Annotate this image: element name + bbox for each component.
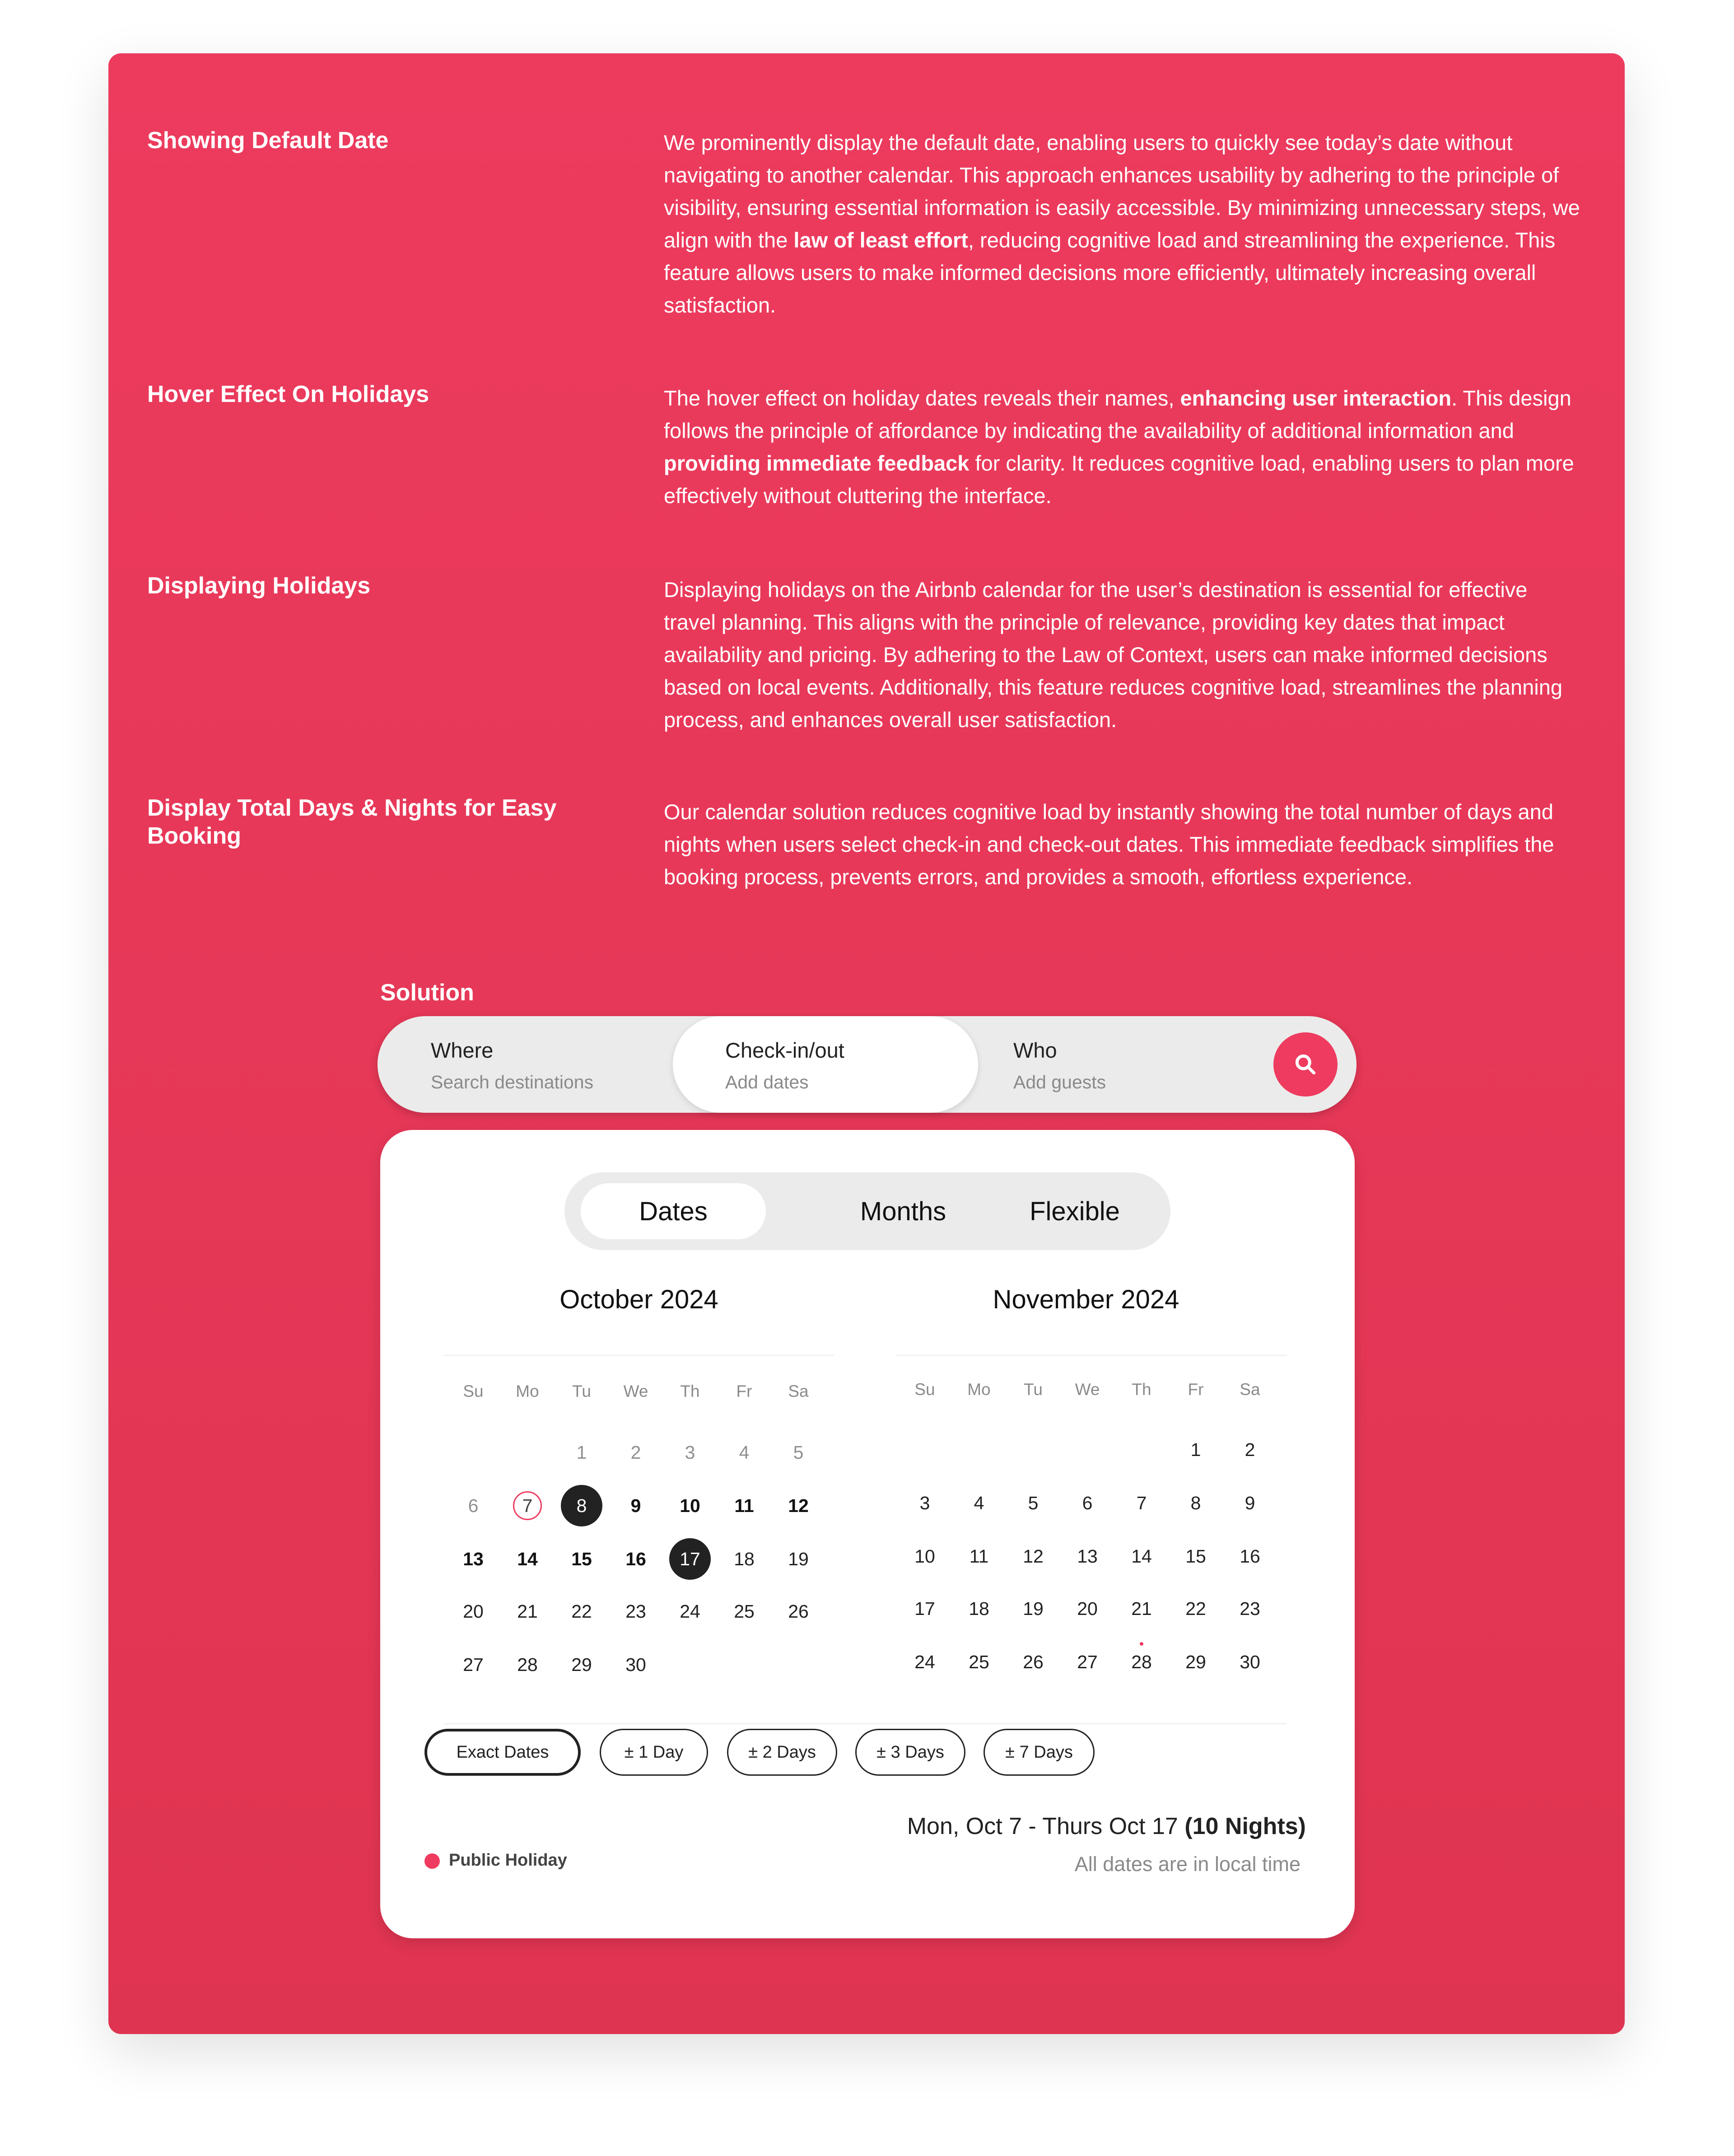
calendar-day[interactable]: 6 <box>1082 1492 1093 1513</box>
stay-summary <box>907 1813 1306 1840</box>
calendar-day[interactable]: 7 <box>513 1491 542 1520</box>
exact-dates-chip[interactable]: Exact Dates <box>424 1729 581 1776</box>
month-title-october: October 2024 <box>559 1285 718 1314</box>
calendar-day: 1 <box>576 1442 587 1463</box>
calendar-day[interactable]: 29 <box>571 1654 592 1675</box>
calendar-day[interactable]: 16 <box>625 1548 646 1569</box>
weekday-label: We <box>623 1382 648 1400</box>
calendar-day[interactable]: 8 <box>1190 1492 1201 1513</box>
solution-label: Solution <box>380 980 474 1006</box>
legend-label: Public Holiday <box>449 1851 567 1870</box>
calendar-day[interactable]: 5 <box>1028 1492 1039 1513</box>
where-placeholder: Search destinations <box>431 1072 594 1092</box>
weekday-label: Su <box>914 1380 935 1399</box>
calendar-day: 2 <box>630 1442 641 1463</box>
calendar-day[interactable]: 9 <box>630 1495 641 1516</box>
calendar-day[interactable]: 18 <box>969 1598 989 1619</box>
calendar-day[interactable]: 29 <box>1185 1651 1206 1672</box>
weekday-label: Tu <box>1024 1380 1043 1399</box>
weekday-label: Mo <box>516 1382 539 1400</box>
timezone-note: All dates are in local time <box>1074 1853 1300 1876</box>
weekday-label: Sa <box>1240 1380 1260 1399</box>
feature-description: We prominently display the default date, enabling users to quickly see today’s date without navigating to another calendar. This approach enhances usability by adhering to the principle of visibility, ensuring essential information is easily accessible. By minimizing unnecessary steps, we align with the law of least effort, reducing cognitive load and streamlining the experience. This feature allows users to make informed decisions more efficiently, ultimately increasing overall satisfaction. <box>664 131 1580 317</box>
weekday-label: Mo <box>967 1380 991 1399</box>
feature-title: Hover Effect On Holidays <box>147 381 429 407</box>
calendar-day[interactable]: 11 <box>969 1545 989 1567</box>
plus-minus-1-day-chip[interactable]: ± 1 Day <box>600 1729 708 1776</box>
calendar-day[interactable]: 12 <box>1023 1545 1044 1567</box>
calendar-day[interactable]: 28 <box>1131 1651 1152 1672</box>
calendar-day[interactable]: 19 <box>788 1548 809 1569</box>
calendar-day[interactable]: 25 <box>969 1651 989 1672</box>
calendar-day[interactable]: 12 <box>788 1495 809 1516</box>
where-segment[interactable] <box>378 1016 673 1113</box>
stay-dates: Mon, Oct 7 - Thurs Oct 17 <box>907 1813 1185 1839</box>
calendar-day[interactable]: 21 <box>1131 1598 1152 1619</box>
checkin-title: Check-in/out <box>725 1038 844 1062</box>
feature-description: The hover effect on holiday dates reveals their names, enhancing user interaction. This design follows the principle of affordance by indicating the availability of additional information and providing immediate feedback for clarity. It reduces cognitive load, enabling users to plan more effectively without cluttering the interface. <box>664 386 1574 508</box>
weekday-label: Sa <box>788 1382 809 1400</box>
feature-title: Displaying Holidays <box>147 573 371 599</box>
who-placeholder: Add guests <box>1013 1072 1106 1092</box>
calendar-day[interactable]: 14 <box>1131 1545 1152 1567</box>
calendar-day[interactable]: 19 <box>1023 1598 1044 1619</box>
feature-title: Showing Default Date <box>147 127 389 154</box>
calendar-day[interactable]: 9 <box>1245 1492 1255 1513</box>
calendar-day[interactable]: 24 <box>680 1601 700 1622</box>
calendar-day[interactable]: 26 <box>788 1601 809 1622</box>
calendar-day[interactable]: 24 <box>914 1651 935 1672</box>
divider <box>443 1355 834 1356</box>
divider <box>443 1723 1287 1724</box>
calendar-day[interactable]: 20 <box>1077 1598 1098 1619</box>
calendar-day[interactable]: 16 <box>1240 1545 1260 1567</box>
calendar-day[interactable]: 22 <box>1185 1598 1206 1619</box>
tab-months[interactable]: Months <box>860 1196 946 1226</box>
calendar-day: 4 <box>739 1442 750 1463</box>
calendar-day: 5 <box>793 1442 804 1463</box>
calendar-tabs <box>564 1172 1170 1250</box>
calendar-day[interactable]: 14 <box>517 1548 538 1569</box>
calendar-day[interactable]: 17 <box>669 1538 711 1580</box>
tab-flexible[interactable]: Flexible <box>1030 1196 1120 1226</box>
calendar-day[interactable]: 7 <box>1136 1492 1147 1513</box>
who-title: Who <box>1013 1038 1057 1062</box>
calendar-day[interactable]: 1 <box>1190 1439 1201 1460</box>
weekday-label: Fr <box>1188 1380 1204 1399</box>
calendar-panel <box>380 1130 1355 1938</box>
search-bar <box>378 1016 1356 1113</box>
checkin-placeholder: Add dates <box>725 1072 809 1092</box>
calendar-day[interactable]: 11 <box>734 1495 754 1516</box>
divider <box>896 1355 1287 1356</box>
plus-minus-3-days-chip[interactable]: ± 3 Days <box>855 1729 965 1776</box>
calendar-day[interactable]: 15 <box>1185 1545 1206 1567</box>
calendar-day[interactable]: 10 <box>914 1545 935 1567</box>
calendar-day[interactable]: 27 <box>463 1654 484 1675</box>
holiday-dot-icon <box>1140 1642 1143 1646</box>
weekday-label: Fr <box>736 1382 752 1400</box>
calendar-day[interactable]: 27 <box>1077 1651 1098 1672</box>
calendar-day[interactable]: 21 <box>517 1601 538 1622</box>
calendar-day[interactable]: 13 <box>1077 1545 1098 1567</box>
calendar-day[interactable]: 2 <box>1245 1439 1255 1460</box>
feature-description: Our calendar solution reduces cognitive load by instantly showing the total number of days and nights when users select check-in and check-out dates. This immediate feedback simplifies the booking process, prevents errors, and provides a smooth, effortless experience. <box>664 800 1554 889</box>
calendar-day[interactable]: 30 <box>1240 1651 1260 1672</box>
calendar-day[interactable]: 28 <box>517 1654 538 1675</box>
calendar-day[interactable]: 23 <box>625 1601 646 1622</box>
calendar-day[interactable]: 4 <box>974 1492 984 1513</box>
holiday-dot-icon <box>424 1853 440 1869</box>
feature-title: Display Total Days & Nights for Easy Booking <box>147 795 557 849</box>
calendar-day[interactable]: 15 <box>571 1548 592 1569</box>
calendar-day[interactable]: 20 <box>463 1601 484 1622</box>
plus-minus-7-days-chip[interactable]: ± 7 Days <box>984 1729 1095 1776</box>
weekday-label: Th <box>1132 1380 1151 1399</box>
calendar-day[interactable]: 22 <box>571 1601 592 1622</box>
weekday-label: Su <box>463 1382 484 1400</box>
weekday-label: We <box>1075 1380 1100 1399</box>
calendar-day[interactable]: 13 <box>463 1548 484 1569</box>
where-title: Where <box>431 1038 494 1062</box>
who-segment[interactable] <box>978 1016 1249 1113</box>
calendar-day[interactable]: 25 <box>734 1601 755 1622</box>
calendar-day[interactable]: 26 <box>1023 1651 1044 1672</box>
calendar-day: 6 <box>468 1495 479 1516</box>
calendar-day[interactable]: 10 <box>680 1495 700 1516</box>
feature-description: Displaying holidays on the Airbnb calendar for the user’s destination is essential for effective travel planning. This aligns with the principle of relevance, providing key dates that impact availability and pricing. By adhering to the Law of Context, users can make informed decisions based on local events. Additionally, this feature reduces cognitive load, streamlines the planning process, and enhances overall user satisfaction. <box>664 578 1563 732</box>
calendar-day[interactable]: 23 <box>1240 1598 1260 1619</box>
weekday-label: Th <box>680 1382 700 1400</box>
search-icon <box>1293 1052 1318 1077</box>
calendar-day[interactable]: 17 <box>914 1598 935 1619</box>
calendar-day[interactable]: 30 <box>625 1654 646 1675</box>
search-button[interactable] <box>1273 1032 1338 1097</box>
calendar-day[interactable]: 18 <box>734 1548 755 1569</box>
calendar-day[interactable]: 8 <box>561 1485 602 1526</box>
checkin-segment[interactable] <box>673 1016 978 1113</box>
weekday-label: Tu <box>572 1382 591 1400</box>
calendar-day[interactable]: 3 <box>919 1492 930 1513</box>
plus-minus-2-days-chip[interactable]: ± 2 Days <box>727 1729 837 1776</box>
stay-nights: (10 Nights) <box>1184 1813 1306 1839</box>
calendar-day: 3 <box>685 1442 695 1463</box>
tab-dates[interactable]: Dates <box>581 1183 766 1239</box>
month-title-november: November 2024 <box>993 1285 1179 1314</box>
